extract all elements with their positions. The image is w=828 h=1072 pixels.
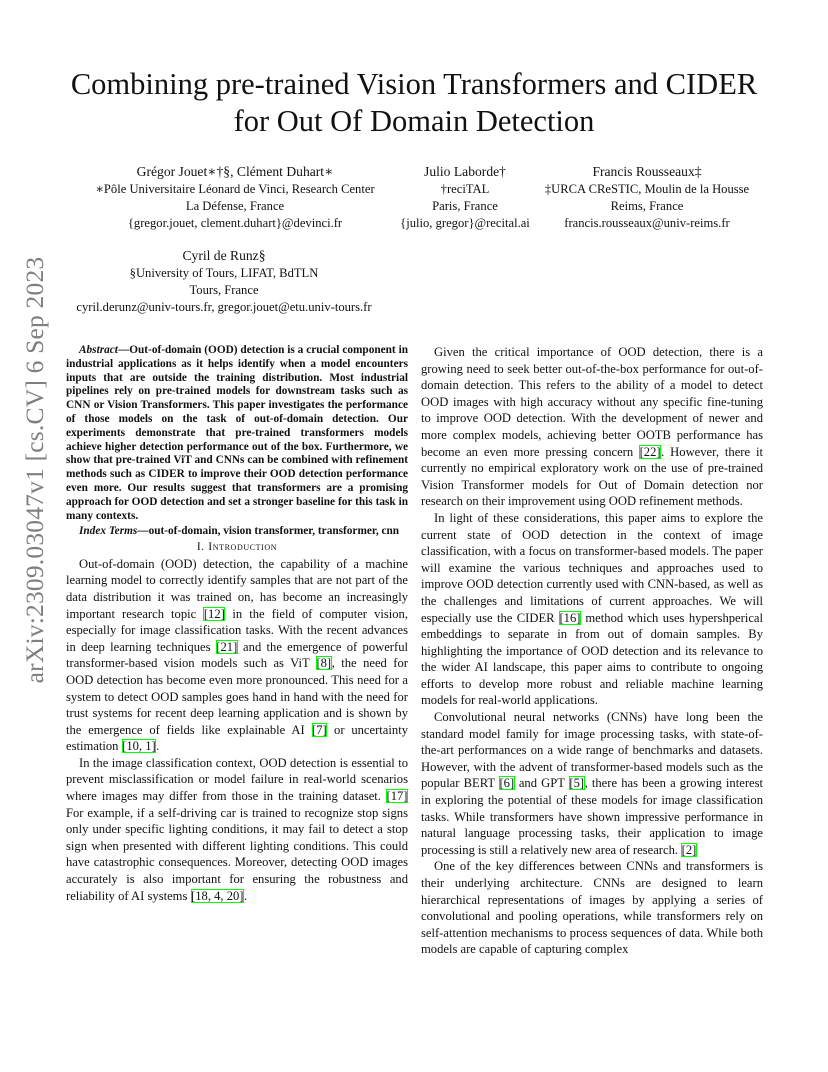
author-name: Francis Rousseaux‡ xyxy=(592,164,702,179)
citation-link[interactable]: [16] xyxy=(559,610,581,625)
body-text: method which uses hypershperical embeddings to separate in from out of domain samples. By highlighting the importance of OOD detection and its relevance to the wider AI landscape, this paper aims to contribute to ongoing efforts to develop more robust and reliable machine learning models for real-world applications. xyxy=(421,610,764,708)
body-text: and GPT xyxy=(514,776,569,791)
author-block-1 xyxy=(76,162,394,231)
citation-link[interactable]: [12] xyxy=(203,606,225,621)
body-text: . xyxy=(244,888,248,903)
author-affiliation: ∗Pôle Universitaire Léonard de Vinci, Research Center xyxy=(95,182,375,196)
citation-link[interactable]: [17] xyxy=(386,789,408,804)
body-text: in the field of computer vision, especially for image classification tasks. With the recent advances in deep learning techniques xyxy=(66,606,409,654)
body-text: and the emergence of powerful transformer-based vision models such as ViT xyxy=(66,639,408,671)
body-text: In the image classification context, OOD detection is essential to prevent misclassification or model failure in real-world scenarios where images may differ from those in the training dataset. xyxy=(66,755,408,804)
left-column xyxy=(66,344,408,904)
citation-link[interactable]: [8] xyxy=(316,656,332,671)
body-text: . xyxy=(156,739,160,754)
section-heading: I. Introduction xyxy=(196,540,278,554)
author-affiliation: †reciTAL xyxy=(440,182,490,196)
author-email: {gregor.jouet, clement.duhart}@devinci.fr xyxy=(127,215,343,230)
arxiv-identifier: arXiv:2309.03047v1 [cs.CV] 6 Sep 2023 xyxy=(20,256,49,684)
author-location: La Défense, France xyxy=(185,198,285,213)
citation-link[interactable]: [10, 1] xyxy=(122,739,156,754)
citation-link[interactable]: [6] xyxy=(499,776,515,791)
right-column xyxy=(421,344,763,958)
author-location: Reims, France xyxy=(610,198,684,213)
right-body xyxy=(421,344,763,958)
body-text: Out-of-domain (OOD) detection, the capability of a machine learning model to correctly identify samples that are not part of the data distribution it was trained on, has become an increasingly important research topic xyxy=(66,556,408,621)
abstract-label: Abstract xyxy=(79,344,118,356)
author-email: cyril.derunz@univ-tours.fr, gregor.jouet@etu.univ-tours.fr xyxy=(76,299,372,314)
citation-link[interactable]: [2] xyxy=(681,842,697,857)
citation-link[interactable]: [21] xyxy=(216,639,238,654)
author-email: {julio, gregor}@recital.ai xyxy=(400,215,530,230)
body-text: , the need for OOD detection has become even more pronounced. This need for a system to detect OOD samples goes hand in hand with the need for trust systems for recent deep learning application and is shown by the emergence of fields like explainable AI xyxy=(66,656,408,737)
body-paragraph xyxy=(421,510,763,709)
body-text: One of the key differences between CNNs and transformers is their underlying architecture. CNNs are designed to learn hierarchical representations of images by applying a series of convolutional and pooling operations, while transformers rely on self-attention mechanisms to process sequences of data. While both models are capable of capturing complex xyxy=(421,859,763,957)
abstract-text: —Out-of-domain (OOD) detection is a crucial component in industrial applications as it helps identify when a model encounters inputs that are outside the training distribution. Most industrial pipelines rely on pre-trained models for downstream tasks such as CNN or Vision Transformers. This paper investigates the performance of those models on the task of out-of-domain detection. Our experiments demonstrate that pre-trained transformers models achieve higher detection performance out of the box. Furthermore, we show that pre-trained ViT and CNNs can be combined with refinement methods such as CIDER to improve their OOD detection performance even more. Our results suggest that transformers are a promising approach for OOD detection and set a stronger baseline for this task in many contexts. xyxy=(66,344,408,522)
left-body xyxy=(66,556,408,904)
body-text: . However, there it currently no empirical exploratory work on the use of pre-trained Vision Transformer models for Out of Domain detection nor research on their improvement using OOD refinement methods. xyxy=(421,444,763,509)
body-paragraph xyxy=(66,556,408,755)
citation-link[interactable]: [18, 4, 20] xyxy=(191,888,244,903)
citation-link[interactable]: [5] xyxy=(569,776,585,791)
body-paragraph xyxy=(66,755,408,904)
author-affiliation: ‡URCA CReSTIC, Moulin de la Housse xyxy=(544,182,750,196)
abstract xyxy=(66,344,408,523)
body-paragraph xyxy=(421,344,763,510)
body-text: or uncertainty estimation xyxy=(66,722,408,754)
body-text: , there has been a growing interest in exploring the potential of these models for image classification tasks. While transformers have shown impressive performance in natural language processing tasks, their application to image processing is still a relatively new area of research. xyxy=(421,776,764,857)
author-affiliation: §University of Tours, LIFAT, BdTLN xyxy=(129,266,319,280)
index-terms xyxy=(66,525,408,539)
body-text: In light of these considerations, this paper aims to explore the current state of OOD detection in the context of image classification, with a focus on transformer-based models. The paper will examine the various techniques and approaches used to improve OOD detection currently used with CNN-based, as well as the challenges and limitations of current approaches. We will especially use the CIDER xyxy=(421,510,763,625)
body-paragraph xyxy=(421,858,763,958)
author-block-4 xyxy=(40,246,408,315)
author-name: Grégor Jouet∗†§, Clément Duhart∗ xyxy=(136,164,334,179)
body-text: Convolutional neural networks (CNNs) have long been the standard model family for image processing tasks, with state-of-the-art performances on a wide range of benchmarks and datasets. However, with the advent of transformer-based models such as the popular BERT xyxy=(421,710,763,791)
body-paragraph xyxy=(421,709,763,858)
author-name: Cyril de Runz§ xyxy=(182,248,266,263)
author-name: Julio Laborde† xyxy=(424,164,506,179)
author-block-3 xyxy=(526,162,768,231)
author-email: francis.rousseaux@univ-reims.fr xyxy=(564,215,730,230)
body-text: For example, if a self-driving car is trained to recognize stop signs only under specific lighting conditions, it may fail to detect a stop sign when presented with different lighting conditions. This could have catastrophic consequences. Moreover, detecting OOD images accurately is also important for ensuring the robustness and reliability of AI systems xyxy=(66,805,408,903)
citation-link[interactable]: [7] xyxy=(312,722,327,737)
paper-title: Combining pre-trained Vision Transformers and CIDER for Out Of Domain Detection xyxy=(70,67,758,138)
body-text: Given the critical importance of OOD detection, there is a growing need to seek better out-of-the-box performance for out-of-domain detection. This refers to the ability of a model to detect OOD images with high accuracy without any specific fine-tuning to improve OOD detection. With the development of newer and more complex models, achieving better OOTB performance has become an even more pressing concern xyxy=(421,345,763,459)
citation-link[interactable]: [22] xyxy=(639,444,661,459)
index-terms-text: —out-of-domain, vision transformer, transformer, cnn xyxy=(137,525,400,538)
author-location: Paris, France xyxy=(432,198,498,213)
index-terms-label: Index Terms xyxy=(79,525,138,538)
author-location: Tours, France xyxy=(189,282,259,297)
